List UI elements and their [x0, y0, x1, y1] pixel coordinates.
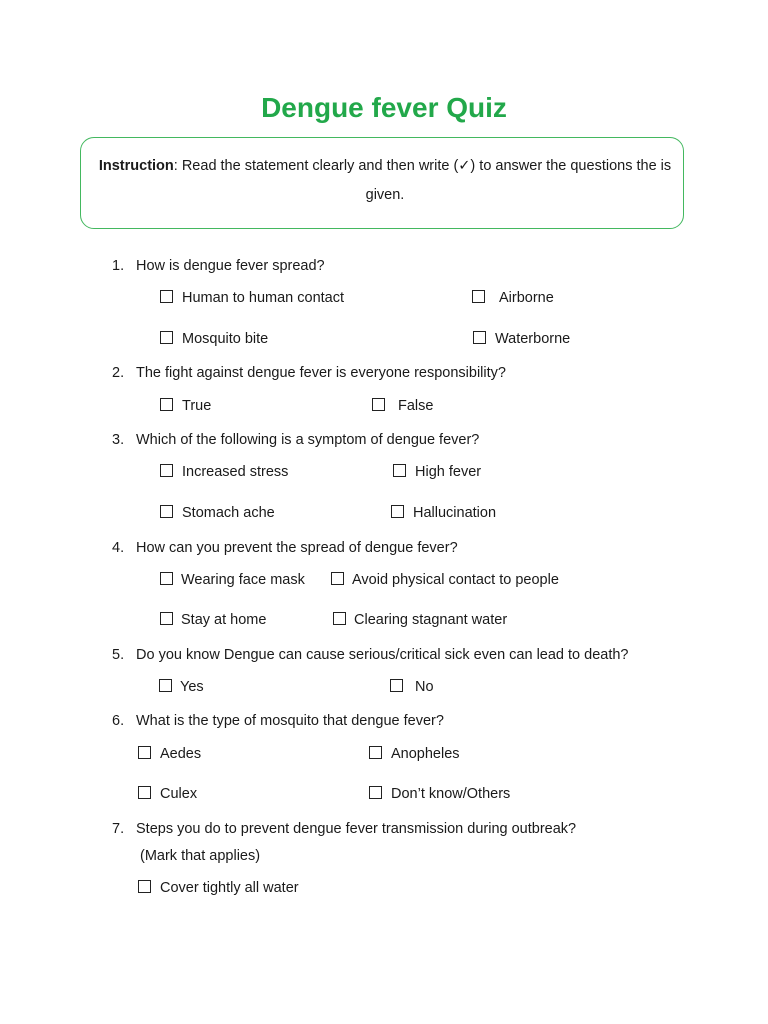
option-true[interactable]: [160, 398, 211, 414]
question-text: How is dengue fever spread?: [136, 258, 325, 274]
option-label: Mosquito bite: [182, 331, 269, 347]
checkbox-icon[interactable]: [160, 612, 173, 625]
option-mosquito-bite[interactable]: [160, 331, 268, 347]
option-waterborne[interactable]: [473, 331, 570, 347]
option-label: Anopheles: [391, 746, 460, 762]
option-avoid-physical-contact[interactable]: [331, 572, 559, 588]
option-label: Avoid physical contact to people: [352, 572, 559, 588]
option-label: No: [415, 679, 434, 695]
checkbox-icon[interactable]: [138, 746, 151, 759]
option-label: True: [182, 398, 212, 414]
question-number: 2.: [112, 365, 125, 381]
option-human-to-human-contact[interactable]: [160, 290, 344, 306]
option-label: High fever: [415, 464, 482, 480]
question-text: Do you know Dengue can cause serious/critical sick even can lead to death?: [136, 647, 629, 663]
option-no[interactable]: [390, 679, 434, 695]
question-2: [112, 365, 506, 381]
checkbox-icon[interactable]: [472, 290, 485, 303]
option-increased-stress[interactable]: [160, 464, 288, 480]
option-dont-know-others[interactable]: [369, 786, 510, 802]
option-high-fever[interactable]: [393, 464, 481, 480]
question-number: 4.: [112, 540, 125, 556]
checkbox-icon[interactable]: [160, 331, 173, 344]
option-label: Human to human contact: [182, 290, 345, 306]
checkbox-icon[interactable]: [331, 572, 344, 585]
option-label: Hallucination: [413, 505, 497, 521]
option-label: Airborne: [499, 290, 554, 306]
option-label: Waterborne: [495, 331, 571, 347]
checkbox-icon[interactable]: [160, 464, 173, 477]
question-number: 6.: [112, 713, 125, 729]
option-wearing-face-mask[interactable]: [160, 572, 305, 588]
checkbox-icon[interactable]: [369, 786, 382, 799]
question-text: The fight against dengue fever is everyone responsibility?: [136, 365, 506, 381]
checkbox-icon[interactable]: [160, 290, 173, 303]
checkbox-icon[interactable]: [372, 398, 385, 411]
question-text: Steps you do to prevent dengue fever transmission during outbreak?: [136, 821, 577, 837]
checkbox-icon[interactable]: [473, 331, 486, 344]
option-label: Wearing face mask: [181, 572, 305, 588]
option-label: Increased stress: [182, 464, 289, 480]
checkbox-icon[interactable]: [160, 398, 173, 411]
question-1: [112, 258, 325, 274]
question-number: 5.: [112, 647, 125, 663]
checkbox-icon[interactable]: [138, 880, 151, 893]
option-anopheles[interactable]: [369, 746, 460, 762]
option-airborne[interactable]: [472, 290, 554, 306]
checkbox-icon[interactable]: [393, 464, 406, 477]
page-title: Dengue fever Quiz: [261, 92, 507, 123]
question-number: 3.: [112, 432, 125, 448]
checkbox-icon[interactable]: [369, 746, 382, 759]
checkbox-icon[interactable]: [160, 572, 173, 585]
question-6: [112, 713, 444, 729]
option-stay-at-home[interactable]: [160, 612, 266, 628]
question-3: [112, 432, 479, 448]
option-culex[interactable]: [138, 786, 197, 802]
option-label: Cover tightly all water: [160, 880, 299, 896]
question-4: [112, 540, 458, 556]
option-label: Clearing stagnant water: [354, 612, 508, 628]
option-label: False: [398, 398, 434, 414]
question-5: [112, 647, 628, 663]
question-number: 1.: [112, 258, 125, 274]
option-label: Don’t know/Others: [391, 786, 511, 802]
instruction-text: : Read the statement clearly and then write (✓) to answer the questions the is given.: [173, 158, 672, 203]
checkbox-icon[interactable]: [138, 786, 151, 799]
question-number: 7.: [112, 821, 125, 837]
option-label: Aedes: [160, 746, 202, 762]
option-clearing-stagnant-water[interactable]: [333, 612, 507, 628]
option-aedes[interactable]: [138, 746, 201, 762]
option-false[interactable]: [372, 398, 433, 414]
checkbox-icon[interactable]: [160, 505, 173, 518]
option-cover-tightly-all-water[interactable]: [138, 880, 299, 896]
question-text: How can you prevent the spread of dengue fever?: [136, 540, 458, 556]
checkbox-icon[interactable]: [391, 505, 404, 518]
option-label: Stay at home: [181, 612, 267, 628]
question-text: Which of the following is a symptom of dengue fever?: [136, 432, 480, 448]
option-stomach-ache[interactable]: [160, 505, 275, 521]
question-7: [112, 821, 576, 837]
instruction-label: Instruction: [98, 158, 174, 174]
checkbox-icon[interactable]: [333, 612, 346, 625]
option-label: Stomach ache: [182, 505, 275, 521]
checkbox-icon[interactable]: [159, 679, 172, 692]
checkbox-icon[interactable]: [390, 679, 403, 692]
option-yes[interactable]: [159, 679, 204, 695]
option-label: Yes: [180, 679, 204, 695]
instruction-box: [80, 137, 684, 229]
option-hallucination[interactable]: [391, 505, 496, 521]
question-text: What is the type of mosquito that dengue fever?: [136, 713, 444, 729]
question-note: (Mark that applies): [140, 848, 261, 864]
option-label: Culex: [160, 786, 198, 802]
